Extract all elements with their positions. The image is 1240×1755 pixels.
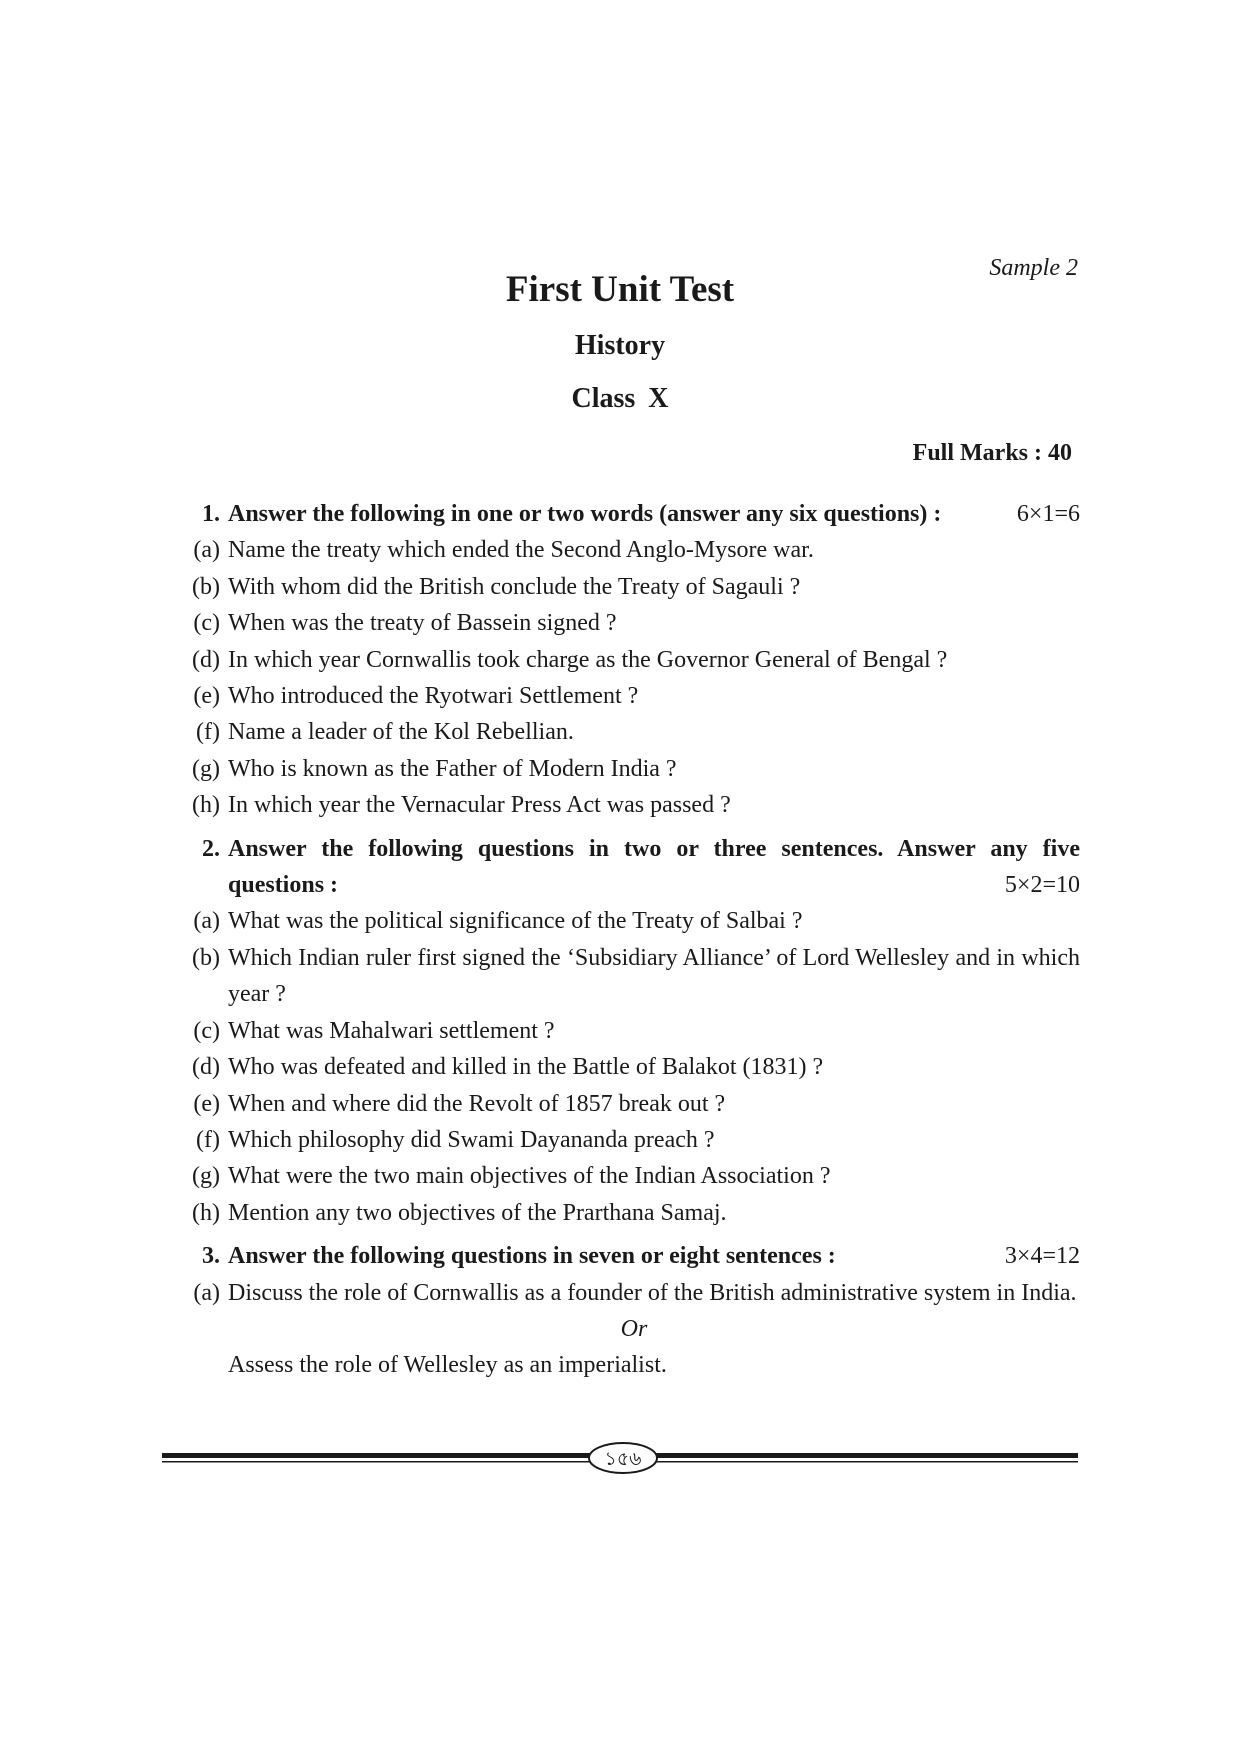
question-text: In which year the Vernacular Press Act was passed ? xyxy=(228,792,731,819)
question-item xyxy=(180,678,1080,714)
alternative-question: Assess the role of Wellesley as an imperialist. xyxy=(228,1352,667,1379)
or-separator: Or xyxy=(620,1315,648,1342)
question-text: Who was defeated and killed in the Battle of Balakot (1831) ? xyxy=(228,1054,824,1081)
question-letter: (a) xyxy=(193,1279,220,1306)
section-heading xyxy=(180,1238,1080,1274)
question-text: Name a leader of the Kol Rebellian. xyxy=(228,719,574,746)
question-item xyxy=(180,903,1080,939)
section-instruction-cont: questions : xyxy=(228,872,339,899)
question-letter: (g) xyxy=(192,1163,220,1190)
question-item xyxy=(180,1195,1080,1231)
question-item xyxy=(180,569,1080,605)
full-marks: Full Marks : 40 xyxy=(912,440,1072,466)
question-text: Who is known as the Father of Modern India ? xyxy=(228,755,677,782)
question-text: Discuss the role of Cornwallis as a founder of the British administrative system in India. xyxy=(228,1279,1077,1306)
question-letter: (f) xyxy=(196,1126,220,1153)
section-number: 1. xyxy=(202,501,220,527)
question-letter: (h) xyxy=(192,792,220,819)
question-text: What was the political significance of the Treaty of Salbai ? xyxy=(228,908,803,935)
question-letter: (b) xyxy=(192,573,220,600)
section-instruction: Answer the following questions in two or three sentences. Answer any five xyxy=(228,835,1080,862)
question-text: When was the treaty of Bassein signed ? xyxy=(228,610,617,637)
question-item xyxy=(180,940,1080,1013)
footer-right-rule xyxy=(656,1453,1078,1463)
section-marks: 6×1=6 xyxy=(1016,501,1080,527)
question-text: Which philosophy did Swami Dayananda preach ? xyxy=(228,1126,715,1153)
question-text: What were the two main objectives of the Indian Association ? xyxy=(228,1163,831,1190)
section-3 xyxy=(180,1238,1080,1384)
question-text: In which year Cornwallis took charge as the Governor General of Bengal ? xyxy=(228,646,948,673)
page-title: First Unit Test xyxy=(505,269,735,310)
question-item xyxy=(180,1275,1080,1311)
question-letter: (c) xyxy=(193,610,220,637)
question-letter: (d) xyxy=(192,646,220,673)
question-letter: (e) xyxy=(193,683,220,710)
question-item xyxy=(180,714,1080,750)
question-paper-body xyxy=(180,496,1080,1391)
section-instruction: Answer the following in one or two words (answer any six questions) : xyxy=(228,501,942,527)
section-1 xyxy=(180,496,1080,824)
question-letter: (d) xyxy=(192,1054,220,1081)
question-text: What was Mahalwari settlement ? xyxy=(228,1017,555,1044)
question-item xyxy=(180,605,1080,641)
question-letter: (c) xyxy=(193,1017,220,1044)
class-heading: Class X xyxy=(571,383,669,414)
question-item xyxy=(180,1013,1080,1049)
question-item xyxy=(180,642,1080,678)
question-letter: (a) xyxy=(193,908,220,935)
question-letter: (b) xyxy=(192,944,220,971)
question-text: Mention any two objectives of the Prarthana Samaj. xyxy=(228,1199,727,1226)
question-item xyxy=(180,532,1080,568)
section-number: 3. xyxy=(202,1243,220,1270)
question-item xyxy=(180,751,1080,787)
section-marks: 3×4=12 xyxy=(1004,1243,1080,1270)
section-heading xyxy=(180,831,1080,904)
question-letter: (e) xyxy=(193,1090,220,1117)
sample-label: Sample 2 xyxy=(989,255,1078,281)
question-letter: (h) xyxy=(192,1199,220,1226)
question-text: Which Indian ruler first signed the ‘Subsidiary Alliance’ of Lord Wellesley and in which year ? xyxy=(228,944,1080,1008)
question-item xyxy=(180,1086,1080,1122)
question-item xyxy=(180,1122,1080,1158)
question-text: Name the treaty which ended the Second Anglo-Mysore war. xyxy=(228,537,814,564)
page-number: ১৫৬ xyxy=(604,1448,642,1470)
question-item xyxy=(180,1158,1080,1194)
question-item xyxy=(180,787,1080,823)
question-letter: (g) xyxy=(192,755,220,782)
footer-left-rule xyxy=(162,1453,590,1463)
question-letter: (f) xyxy=(196,719,220,746)
section-2 xyxy=(180,831,1080,1231)
section-number: 2. xyxy=(202,835,220,862)
section-instruction: Answer the following questions in seven or eight sentences : xyxy=(228,1243,836,1270)
question-item xyxy=(180,1049,1080,1085)
subject-heading: History xyxy=(574,330,666,361)
question-text: With whom did the British conclude the Treaty of Sagauli ? xyxy=(228,573,801,600)
section-heading xyxy=(180,496,1080,532)
question-text: Who introduced the Ryotwari Settlement ? xyxy=(228,683,639,710)
question-text: When and where did the Revolt of 1857 break out ? xyxy=(228,1090,726,1117)
footer-rule xyxy=(162,1441,1078,1475)
question-letter: (a) xyxy=(193,537,220,564)
section-marks: 5×2=10 xyxy=(1004,872,1080,899)
